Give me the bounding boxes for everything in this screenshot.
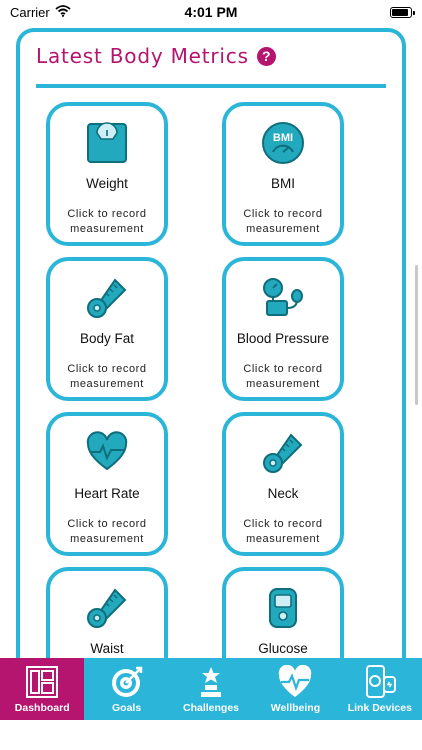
blood-pressure-icon [260,275,306,321]
tab-label: Goals [112,702,142,714]
metric-name: Heart Rate [74,486,140,501]
tab-label: Wellbeing [270,702,321,714]
battery-level [392,9,408,16]
metric-tile-weight[interactable] [46,102,168,246]
measuring-tape-icon [84,275,130,321]
scale-icon [84,120,130,166]
status-bar [0,0,422,24]
battery-icon [390,7,412,18]
target-icon [109,664,145,700]
metric-name: Weight [86,176,128,191]
status-left [10,5,71,20]
metric-name: BMI [270,176,295,191]
home-indicator-area [0,720,422,750]
metric-cta: Click to record measurement [67,518,147,545]
tab-dashboard[interactable] [0,658,84,720]
metric-cta: Click to record measurement [243,363,323,390]
bmi-icon-text: BMI [272,132,294,144]
body-metrics-card [16,28,406,688]
metric-name: Glucose [258,641,308,656]
heart-pulse-icon [277,664,313,700]
trophy-icon [193,664,229,700]
tab-link-devices[interactable] [338,658,422,720]
metric-cta: Click to record measurement [243,518,323,545]
metric-cta: Click to record measurement [67,208,147,235]
metric-name: Neck [267,486,299,501]
carrier-label: Carrier [10,4,50,20]
metric-tile-blood-pressure[interactable] [222,257,344,401]
bottom-nav [0,658,422,720]
metric-name: Waist [90,641,124,656]
scroll-indicator[interactable] [415,265,418,405]
status-time: 4:01 PM [184,4,238,20]
card-title: Latest Body Metrics [36,44,249,68]
metric-tile-body-fat[interactable] [46,257,168,401]
wifi-icon [55,5,71,20]
metric-name: Body Fat [79,331,135,346]
tab-label: Dashboard [14,702,70,714]
metric-name: Blood Pressure [236,331,330,346]
devices-icon [362,664,398,700]
bmi-icon [260,120,306,166]
glucose-meter-icon [260,585,306,631]
metric-tile-heart-rate[interactable] [46,412,168,556]
metric-tile-bmi[interactable] [222,102,344,246]
tab-label: Challenges [183,702,240,714]
tab-challenges[interactable] [169,658,253,720]
heart-rate-icon [84,430,130,476]
metric-cta: Click to record measurement [67,363,147,390]
card-header [36,44,276,68]
header-divider [36,84,386,88]
tab-wellbeing[interactable] [253,658,337,720]
measuring-tape-icon [260,430,306,476]
tab-label: Link Devices [347,702,412,714]
dashboard-icon [24,664,60,700]
measuring-tape-icon [84,585,130,631]
tab-goals[interactable] [84,658,168,720]
metric-tile-neck[interactable] [222,412,344,556]
help-icon[interactable]: ? [257,47,276,66]
metric-cta: Click to record measurement [243,208,323,235]
